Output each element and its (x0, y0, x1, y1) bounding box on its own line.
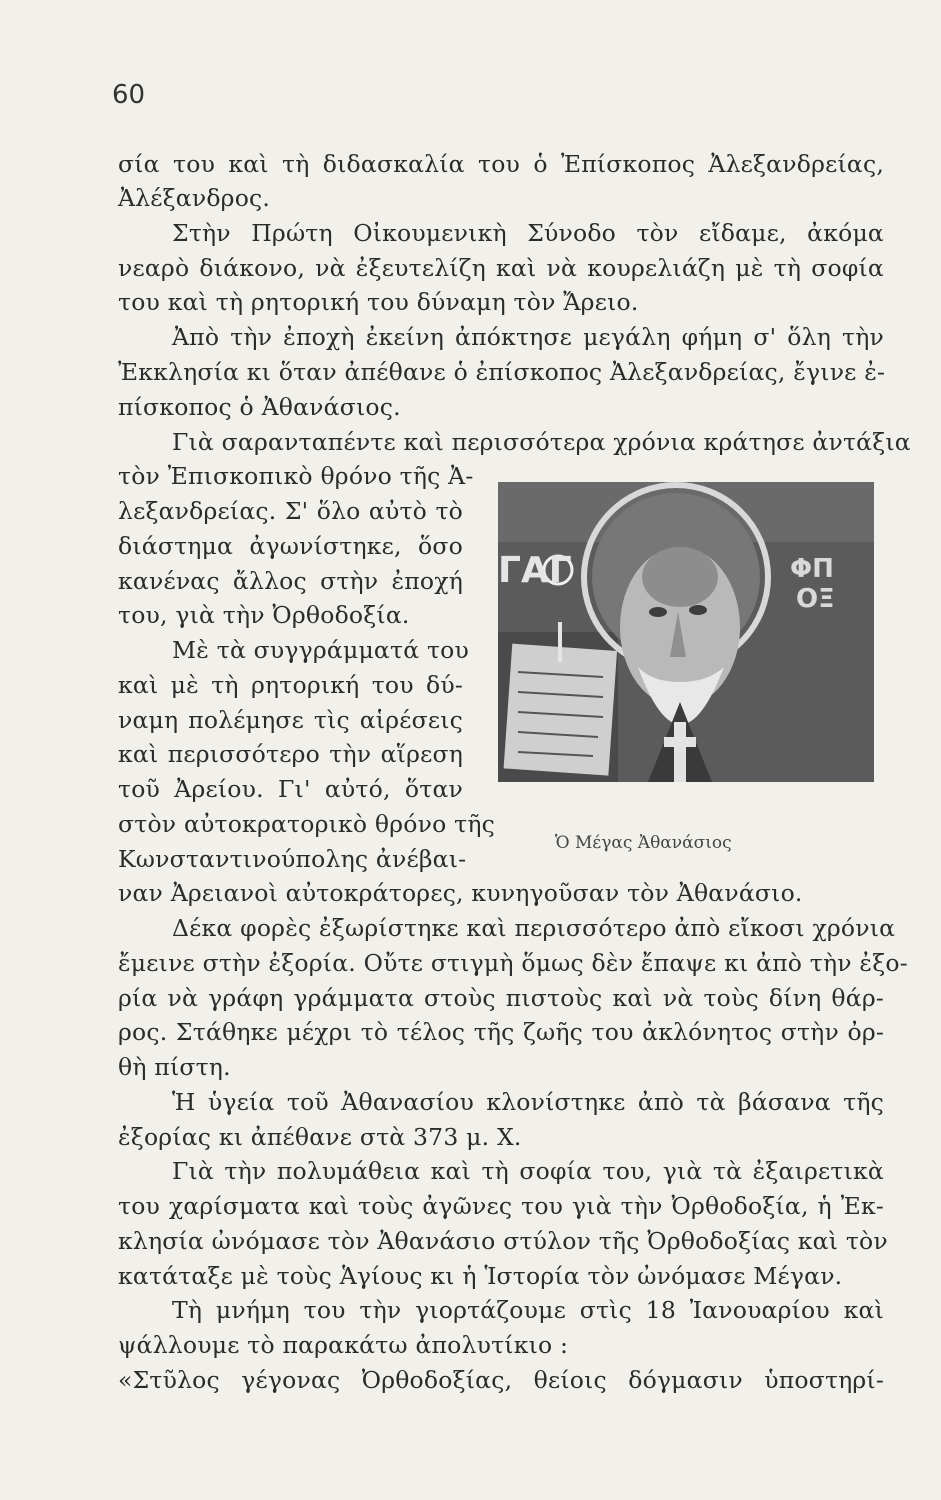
text-line: ἐξορίας κι ἀπέθανε στὰ 373 μ. Χ. (118, 1123, 522, 1151)
text-line: καὶ μὲ τὴ ρητορική του δύ- (118, 671, 463, 699)
saint-athanasius-icon (498, 482, 874, 782)
text-line: Γιὰ τὴν πολυμάθεια καὶ τὴ σοφία του, γιὰ τὰ ἐξαιρετικὰ (172, 1157, 884, 1185)
text-line: Ἀλέξανδρος. (118, 184, 271, 212)
text-line: θὴ πίστη. (118, 1053, 231, 1081)
text-line: «Στῦλος γέγονας Ὀρθοδοξίας, θείοις δόγμασιν ὑποστηρί- (118, 1366, 884, 1394)
text-line: Ἐκκλησία κι ὅταν ἀπέθανε ὁ ἐπίσκοπος Ἀλεξανδρείας, ἔγινε ἐ- (118, 358, 886, 386)
text-line: κλησία ὠνόμασε τὸν Ἀθανάσιο στύλον τῆς Ὀρθοδοξίας καὶ τὸν (118, 1227, 888, 1255)
text-line: Γιὰ σαρανταπέντε καὶ περισσότερα χρόνια κράτησε ἀντάξια (172, 428, 911, 456)
text-line: πίσκοπος ὁ Ἀθανάσιος. (118, 393, 401, 421)
svg-text:ΦΠ: ΦΠ (790, 554, 834, 584)
text-line: ναν Ἀρειανοὶ αὐτοκράτορες, κυνηγοῦσαν τὸν Ἀθανάσιο. (118, 879, 803, 907)
text-line: Δέκα φορὲς ἐξωρίστηκε καὶ περισσότερο ἀπὸ εἴκοσι χρόνια (172, 914, 896, 942)
page-number: 60 (112, 80, 146, 110)
text-line: ναμη πολέμησε τὶς αἱρέσεις (118, 706, 463, 734)
text-line: Ἡ ὑγεία τοῦ Ἀθανασίου κλονίστηκε ἀπὸ τὰ βάσανα τῆς (172, 1088, 884, 1116)
text-line: Κωνσταντινούπολης ἀνέβαι- (118, 845, 467, 873)
text-line: λεξανδρείας. Σ' ὅλο αὐτὸ τὸ (118, 497, 463, 525)
text-line: καὶ περισσότερο τὴν αἵρεση (118, 740, 463, 768)
text-line: ρία νὰ γράφη γράμματα στοὺς πιστοὺς καὶ νὰ τοὺς δίνη θάρ- (118, 984, 884, 1012)
text-line: σία του καὶ τὴ διδασκαλία του ὁ Ἐπίσκοπος Ἀλεξανδρείας, (118, 150, 884, 178)
text-line: κανένας ἄλλος στὴν ἐποχή (118, 567, 463, 595)
svg-text:ΓΑΓ: ΓΑΓ (498, 550, 572, 591)
text-line: του καὶ τὴ ρητορική του δύναμη τὸν Ἄρειο. (118, 288, 639, 316)
text-line: Ἀπὸ τὴν ἐποχὴ ἐκείνη ἀπόκτησε μεγάλη φήμη σ' ὅλη τὴν (172, 323, 884, 351)
text-line: διάστημα ἀγωνίστηκε, ὅσο (118, 532, 463, 560)
text-line: Μὲ τὰ συγγράμματά του (172, 636, 469, 664)
text-line: νεαρὸ διάκονο, νὰ ἐξευτελίζη καὶ νὰ κουρελιάζη μὲ τὴ σοφία (118, 254, 884, 282)
text-line: τοῦ Ἀρείου. Γι' αὐτό, ὅταν (118, 775, 463, 803)
text-line: ρος. Στάθηκε μέχρι τὸ τέλος τῆς ζωῆς του ἀκλόνητος στὴν ὀρ- (118, 1018, 884, 1046)
text-line: Τὴ μνήμη του τὴν γιορτάζουμε στὶς 18 Ἰανουαρίου καὶ (172, 1296, 884, 1324)
figure-caption: Ὁ Μέγας Ἀθανάσιος (555, 833, 732, 853)
text-line: Στὴν Πρώτη Οἰκουμενικὴ Σύνοδο τὸν εἴδαμε, ἀκόμα (172, 219, 884, 247)
text-line: ἔμεινε στὴν ἐξορία. Οὔτε στιγμὴ ὅμως δὲν ἔπαψε κι ἀπὸ τὴν ἐξο- (118, 949, 908, 977)
text-line: κατάταξε μὲ τοὺς Ἁγίους κι ἡ Ἱστορία τὸν ὠνόμασε Μέγαν. (118, 1262, 843, 1290)
text-line: ψάλλουμε τὸ παρακάτω ἀπολυτίκιο : (118, 1331, 569, 1359)
text-line: του χαρίσματα καὶ τοὺς ἀγῶνες του γιὰ τὴν Ὀρθοδοξία, ἡ Ἐκ- (118, 1192, 884, 1220)
text-line: στὸν αὐτοκρατορικὸ θρόνο τῆς (118, 810, 495, 838)
svg-text:ΟΞ: ΟΞ (796, 584, 835, 614)
text-line: τὸν Ἐπισκοπικὸ θρόνο τῆς Ἀ- (118, 462, 474, 490)
text-line: του, γιὰ τὴν Ὀρθοδοξία. (118, 601, 410, 629)
